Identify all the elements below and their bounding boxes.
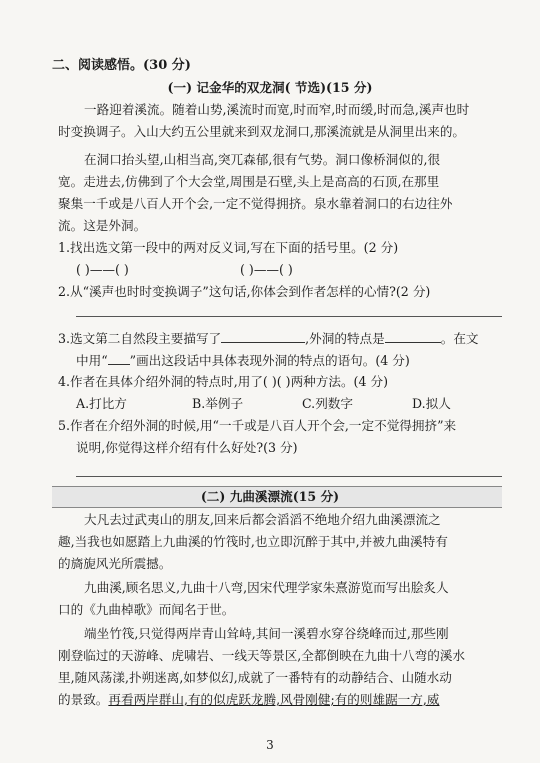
passage2-p1-line1: 大凡去过武夷山的朋友,回来后都会滔滔不绝地介绍九曲溪漂流之	[84, 512, 441, 527]
underlined-sentence: 再看两岸群山,有的似虎跃龙腾,风骨刚健;有的则雄踞一方,威	[108, 692, 440, 707]
passage2-p3-line4-start: 的景致。	[58, 692, 109, 707]
q3-text-l2a: 中用“	[76, 353, 108, 368]
q2-answer-line[interactable]	[76, 316, 502, 317]
q3-blank-mark[interactable]	[108, 352, 130, 365]
q1-answer-blanks-a[interactable]: ( )——( )	[76, 262, 129, 277]
passage1-p2-line4: 流。这是外洞。	[58, 218, 147, 233]
question-3-line1	[58, 330, 479, 347]
passage2-p2-line1: 九曲溪,顾名思义,九曲十八弯,因宋代理学家朱熹游览而写出脍炙人	[84, 580, 449, 595]
q5-answer-line[interactable]	[76, 476, 502, 477]
q4-option-d[interactable]: D.拟人	[412, 396, 451, 411]
question-1: 1.找出选文第一段中的两对反义词,写在下面的括号里。(2 分)	[58, 240, 399, 255]
q3-text-b: ,外洞的特点是	[305, 331, 385, 346]
q4-option-b[interactable]: B.举例子	[192, 396, 244, 411]
q4-option-c[interactable]: C.列数字	[302, 396, 353, 411]
passage1-title: (一) 记金华的双龙洞( 节选)(15 分)	[167, 80, 373, 95]
passage1-p2-line1: 在洞口抬头望,山相当高,突兀森郁,很有气势。洞口像桥洞似的,很	[84, 152, 441, 167]
q3-text-c: 。在文	[440, 331, 479, 346]
passage2-p3-line2: 刚登临过的天游峰、虎啸岩、一线天等景区,全都倒映在九曲十八弯的溪水	[58, 648, 466, 663]
q3-blank-1[interactable]	[221, 330, 305, 343]
passage2-p2-line2: 口的《九曲棹歌》而闻名于世。	[58, 602, 235, 617]
question-5-line2: 说明,你觉得这样介绍有什么好处?(3 分)	[76, 440, 298, 455]
q3-blank-2[interactable]	[385, 330, 441, 343]
passage1-p2-line3: 聚集一千或是八百人开个会,一定不觉得拥挤。泉水靠着洞口的右边往外	[58, 196, 453, 211]
passage1-p1-line2: 时变换调子。入山大约五公里就来到双龙洞口,那溪流就是从洞里出来的。	[58, 124, 466, 139]
question-2: 2.从“溪声也时时变换调子”这句话,你体会到作者怎样的心情?(2 分)	[58, 284, 431, 299]
passage1-p2-line2: 宽。走进去,仿佛到了个大会堂,周围是石壁,头上是高高的石顶,在那里	[58, 174, 440, 189]
q4-option-a[interactable]: A.打比方	[76, 396, 127, 411]
question-3-line2	[76, 352, 410, 369]
q3-text-a: 3.选文第二自然段主要描写了	[58, 331, 222, 346]
passage1-p1-line1: 一路迎着溪流。随着山势,溪流时而宽,时而窄,时而缓,时而急,溪声也时	[84, 102, 470, 117]
passage2-p1-line2: 趣,当我也如愿踏上九曲溪的竹筏时,也立即沉醉于其中,并被九曲溪特有	[58, 534, 448, 549]
page-number: 3	[266, 738, 274, 752]
q1-answer-blanks-b[interactable]: ( )——( )	[240, 262, 293, 277]
q3-text-l2b: ”画出这段话中具体表现外洞的特点的语句。(4 分)	[129, 353, 410, 368]
passage2-p1-line3: 的旖旎风光所震撼。	[58, 556, 172, 571]
question-4: 4.作者在具体介绍外洞的特点时,用了( )( )两种方法。(4 分)	[58, 374, 388, 389]
question-5-line1: 5.作者在介绍外洞的时候,用“一千或是八百人开个会,一定不觉得拥挤”来	[58, 418, 457, 433]
section-header: 二、阅读感悟。(30 分)	[52, 58, 191, 73]
passage2-title: (二) 九曲溪漂流(15 分)	[200, 489, 340, 504]
passage2-p3-line3: 里,随风荡漾,扑朔迷离,如梦似幻,成就了一番特有的动静结合、山随水动	[58, 670, 452, 685]
passage2-p3-line1: 端坐竹筏,只觉得两岸青山耸峙,其间一溪碧水穿谷绕峰而过,那些刚	[84, 626, 449, 641]
passage2-p3-line4	[58, 692, 439, 708]
